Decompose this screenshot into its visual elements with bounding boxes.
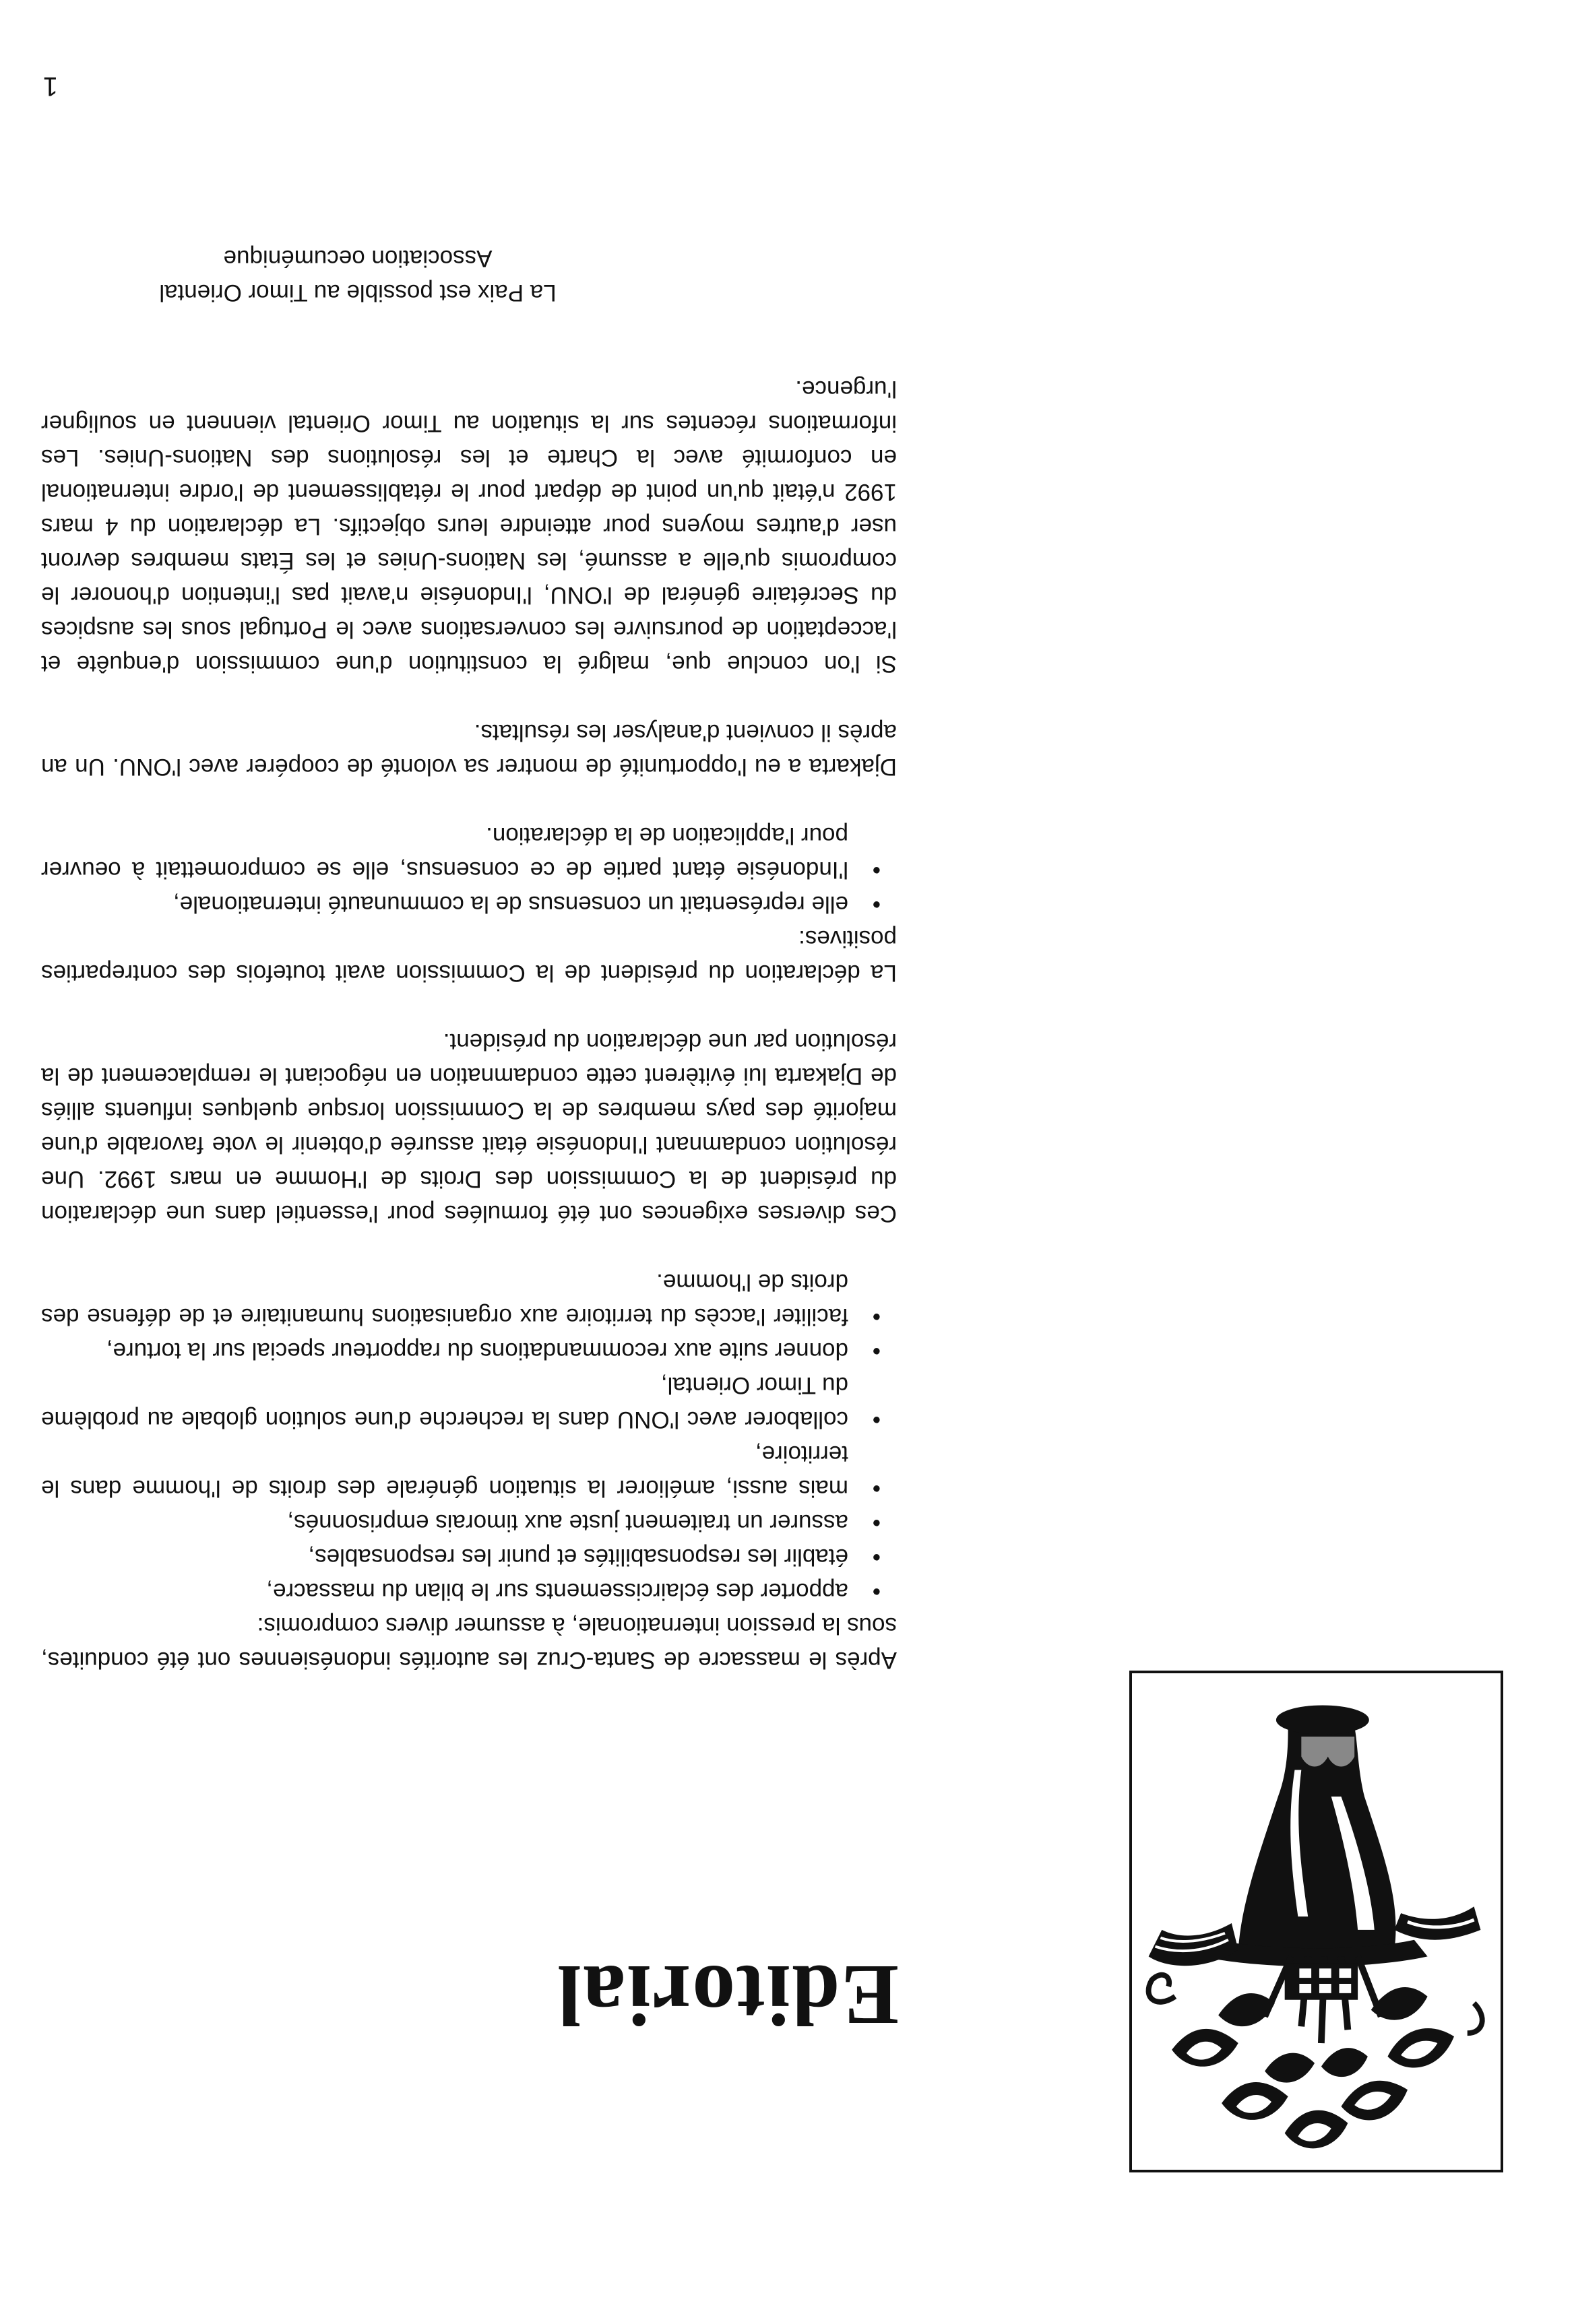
list-item: • assurer un traitement juste aux timorais emprisonnés, [41,1506,897,1540]
flower-vase-woodcut-icon [1132,1673,1501,2170]
counterparts-list [41,818,897,922]
paragraph-declaration: Ces diverses exigences ont été formulées pour l'essentiel dans une déclaration du président de la Commission des Droits de l'Homme en mars 1992. Une résolution condamnant l'Indonésie était assurée d'obtenir le vote favorable d'une majorité des pays membres de la Commission lorsque quelques influents alliés de Djakarta lui évitèrent cette condamnation en négociant le remplacement de la résolution par une déclaration du président. [41,1029,897,1227]
signature-organization: Association oecuménique [223,245,493,271]
paragraph-conclusion: Si l'on conclue que, malgré la constitution d'une commission d'enquête et l'acceptation de poursuivre les conversations avec le Portugal sous les auspices du Secrétaire général de l'ONU, l'Indonésie n'avait pas l'intention d'honorer le compromis qu'elle a assumé, les Nations-Unies et les États membres devront user d'autres moyens pour atteindre leurs objectifs. La déclaration du 4 mars 1992 n'était qu'un point de départ pour le rétablissement de l'ordre international en conformité avec la Charte et les résolutions des Nations-Unies. Les informations récentes sur la situation au Timor Oriental viennent en souligner l'urgence. [41,376,897,677]
intro-paragraph: Après le massacre de Santa-Cruz les autorités indonésiennes ont été conduites, sous la pression internationale, à assumer divers compromis: [41,1613,897,1673]
page-number: 1 [42,71,58,101]
compromises-list [41,1265,897,1609]
list-item: • apporter des éclaircissements sur le bilan du massacre, [41,1574,897,1609]
page-title: Editorial [556,1947,899,2043]
editorial-body [41,372,897,1677]
list-item: • établir les responsabilités et punir les responsables, [41,1540,897,1574]
list-item: • donner suite aux recommandations du rapporteur special sur la torture, [41,1334,897,1368]
paragraph-djakarta: Djakarta a eu l'opportunité de montrer sa volonté de coopérer avec l'ONU. Un an après il convient d'analyser les résultats. [41,719,897,780]
list-item: • mais aussi, améliorer la situation générale des droits de l'homme dans le territoire, [41,1437,897,1506]
paragraph-counterparts: La déclaration du président de la Commission avait toutefois des contreparties positives: [41,926,897,986]
list-item: • collaborer avec l'ONU dans la recherche d'une solution globale au problème du Timor Oriental, [41,1368,897,1437]
signature-line: La Paix est possible au Timor Oriental [159,280,557,306]
emblem-frame [1129,1671,1503,2172]
list-item: • faciliter l'accès du territoire aux organisations humanitaire et de défense des droits de l'homme. [41,1265,897,1334]
list-item: • elle représentait un consensus de la communauté internationale, [41,887,897,922]
signature-block [122,241,594,310]
list-item: • l'Indonésie étant partie de ce consensus, elle se compromettait à oeuvrer pour l'application de la déclaration. [41,818,897,887]
